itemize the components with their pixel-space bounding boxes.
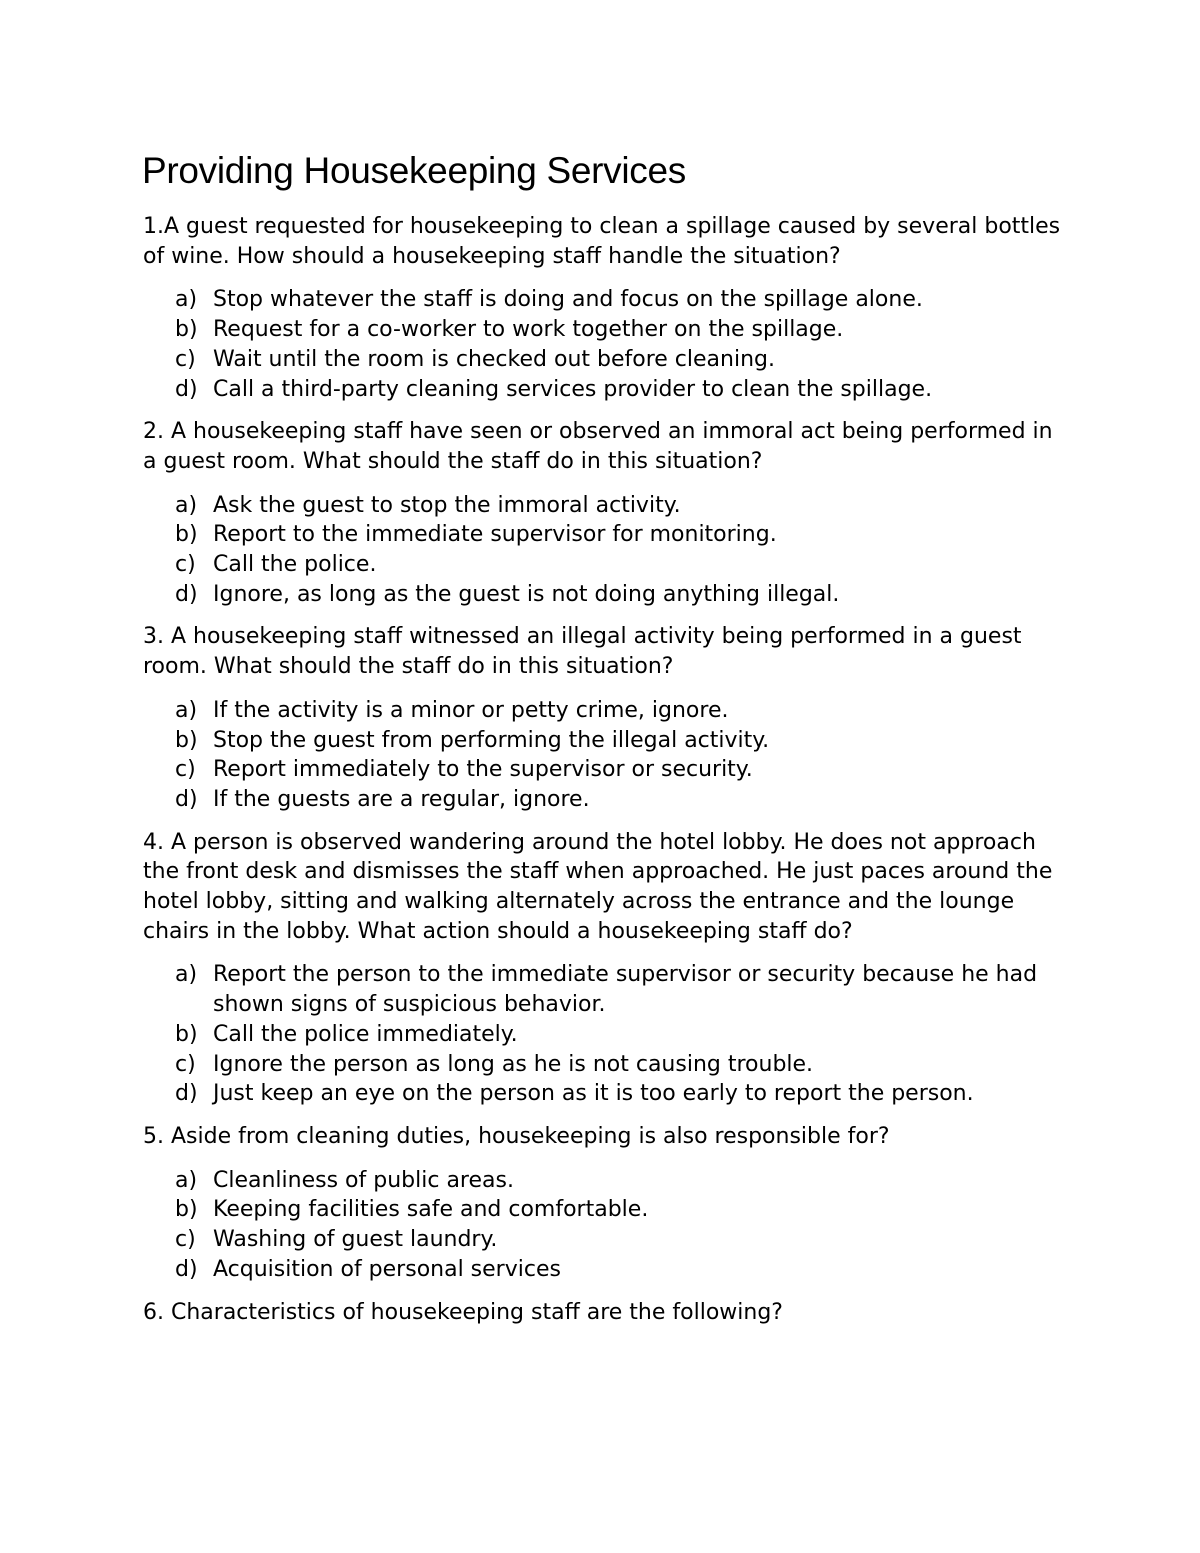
question-block <box>143 622 1063 814</box>
option-letter: c) <box>175 346 196 372</box>
answer-option <box>143 1020 1063 1050</box>
question-text: 2. A housekeeping staff have seen or observed an immoral act being performed in a guest room. What should the staff do in this situation? <box>143 419 1060 474</box>
option-text: Call the police immediately. <box>213 1021 518 1047</box>
option-letter: d) <box>175 376 198 402</box>
option-letter: a) <box>175 287 198 313</box>
question-text: 1.A guest requested for housekeeping to clean a spillage caused by several bottles of wine. How should a housekeeping staff handle the situation? <box>143 214 1068 269</box>
answer-option <box>143 1195 1063 1225</box>
option-text: Request for a co-worker to work together on the spillage. <box>213 317 844 343</box>
answer-option <box>143 1255 1063 1285</box>
option-text: Ignore, as long as the guest is not doing anything illegal. <box>213 581 840 607</box>
option-letter: a) <box>175 697 198 723</box>
answer-option <box>143 785 1063 815</box>
option-text: Acquisition of personal services <box>213 1256 561 1282</box>
option-text: Ask the guest to stop the immoral activity. <box>213 492 681 518</box>
answer-option <box>143 696 1063 726</box>
option-letter: c) <box>175 1227 196 1253</box>
option-letter: d) <box>175 1081 198 1107</box>
option-text: Call a third-party cleaning services provider to clean the spillage. <box>213 376 933 402</box>
option-text: Report immediately to the supervisor or security. <box>213 757 753 783</box>
answer-option <box>143 726 1063 756</box>
answer-option <box>143 1225 1063 1255</box>
answer-option <box>143 1166 1063 1196</box>
option-text: Ignore the person as long as he is not causing trouble. <box>213 1051 814 1077</box>
option-letter: b) <box>175 1021 198 1047</box>
answer-option <box>143 345 1063 375</box>
option-text: Just keep an eye on the person as it is too early to report the person. <box>213 1081 974 1107</box>
question-text: 6. Characteristics of housekeeping staff are the following? <box>143 1299 783 1325</box>
answer-option <box>143 960 1063 1019</box>
answer-option <box>143 550 1063 580</box>
question-block <box>143 828 1063 1109</box>
option-letter: d) <box>175 581 198 607</box>
answer-option <box>143 1079 1063 1109</box>
option-text: Report to the immediate supervisor for monitoring. <box>213 522 777 548</box>
answer-options <box>143 1166 1063 1285</box>
option-letter: d) <box>175 1256 198 1282</box>
option-text: Call the police. <box>213 552 377 578</box>
option-letter: d) <box>175 786 198 812</box>
answer-option <box>143 520 1063 550</box>
answer-option <box>143 285 1063 315</box>
option-text: Cleanliness of public areas. <box>213 1167 514 1193</box>
document-title: Providing Housekeeping Services <box>142 150 686 191</box>
option-text: Stop the guest from performing the illegal activity. <box>213 727 770 753</box>
answer-options <box>143 285 1063 404</box>
question-block <box>143 1122 1063 1285</box>
question-text: 4. A person is observed wandering around the hotel lobby. He does not approach the front desk and dismisses the staff when approached. He just paces around the hotel lobby, sitting and walking alternately across the entrance and the lounge chairs in the lobby. What action should a housekeeping staff do? <box>143 829 1060 944</box>
option-letter: b) <box>175 317 198 343</box>
question-text: 5. Aside from cleaning duties, housekeeping is also responsible for? <box>143 1123 890 1149</box>
answer-options <box>143 960 1063 1109</box>
answer-option <box>143 1050 1063 1080</box>
option-text: If the activity is a minor or petty crime, ignore. <box>213 697 729 723</box>
question-block <box>143 417 1063 609</box>
option-letter: b) <box>175 522 198 548</box>
option-letter: a) <box>175 492 198 518</box>
option-text: Stop whatever the staff is doing and focus on the spillage alone. <box>213 287 923 313</box>
option-text: If the guests are a regular, ignore. <box>213 786 590 812</box>
option-letter: b) <box>175 1197 198 1223</box>
answer-option <box>143 375 1063 405</box>
option-letter: c) <box>175 757 196 783</box>
question-text: 3. A housekeeping staff witnessed an illegal activity being performed in a guest room. What should the staff do in this situation? <box>143 624 1029 680</box>
option-letter: c) <box>175 1051 196 1077</box>
answer-option <box>143 315 1063 345</box>
answer-option <box>143 580 1063 610</box>
option-letter: c) <box>175 552 196 578</box>
answer-option <box>143 491 1063 521</box>
option-letter: a) <box>175 1167 198 1193</box>
option-letter: a) <box>175 962 198 988</box>
answer-options <box>143 696 1063 815</box>
answer-options <box>143 491 1063 610</box>
option-text: Keeping facilities safe and comfortable. <box>213 1197 649 1223</box>
answer-option <box>143 755 1063 785</box>
option-text: Wait until the room is checked out before cleaning. <box>213 346 775 372</box>
option-text: Report the person to the immediate supervisor or security because he had shown signs of suspicious behavior. <box>213 962 1038 1018</box>
question-block <box>143 1298 1063 1328</box>
question-block <box>143 212 1068 404</box>
option-letter: b) <box>175 727 198 753</box>
option-text: Washing of guest laundry. <box>213 1227 498 1253</box>
question-list <box>143 212 1068 1340</box>
